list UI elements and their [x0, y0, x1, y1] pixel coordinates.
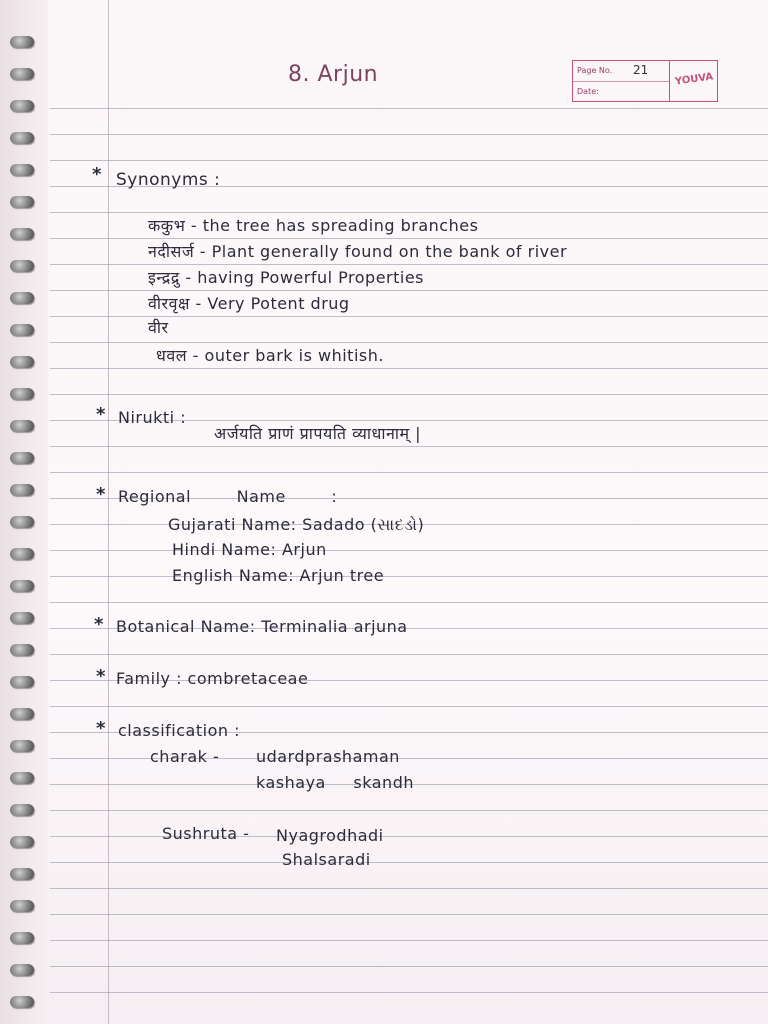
english-name: English Name: Arjun tree	[172, 566, 385, 585]
bullet-star-icon: *	[94, 614, 104, 635]
family-name: Family : combretaceae	[116, 669, 309, 688]
ruled-line	[50, 108, 768, 109]
spiral-ring-icon	[10, 452, 34, 464]
spiral-ring-icon	[10, 772, 34, 784]
spiral-ring-icon	[10, 964, 34, 976]
spiral-ring-icon	[10, 836, 34, 848]
botanical-name: Botanical Name: Terminalia arjuna	[116, 617, 408, 636]
bullet-star-icon: *	[96, 404, 106, 425]
synonym-item: वीर	[148, 318, 169, 337]
spiral-ring-icon	[10, 356, 34, 368]
spiral-ring-icon	[10, 292, 34, 304]
spiral-ring-icon	[10, 868, 34, 880]
sushruta-gana-2: Shalsaradi	[282, 850, 371, 869]
synonym-item: ककुभ - the tree has spreading branches	[148, 216, 479, 235]
hindi-name: Hindi Name: Arjun	[172, 540, 327, 559]
ruled-line	[50, 134, 768, 135]
nirukti-heading: Nirukti :	[118, 408, 187, 427]
ruled-line	[50, 836, 768, 837]
page-number: 21	[633, 63, 649, 77]
ruled-line	[50, 706, 768, 707]
ruled-line	[50, 368, 768, 369]
ruled-line	[50, 966, 768, 967]
ruled-line	[50, 654, 768, 655]
spiral-ring-icon	[10, 484, 34, 496]
bullet-star-icon: *	[96, 718, 106, 739]
ruled-line	[50, 212, 768, 213]
spiral-ring-icon	[10, 708, 34, 720]
spiral-ring-icon	[10, 164, 34, 176]
page-title: 8. Arjun	[288, 62, 379, 87]
spiral-ring-icon	[10, 612, 34, 624]
spiral-ring-icon	[10, 932, 34, 944]
spiral-ring-icon	[10, 516, 34, 528]
ruled-line	[50, 160, 768, 161]
synonyms-heading: Synonyms :	[116, 170, 221, 190]
sushruta-gana-1: Nyagrodhadi	[276, 826, 384, 845]
page-number-box	[572, 60, 718, 102]
ruled-line	[50, 290, 768, 291]
sushruta-label: Sushruta -	[162, 824, 250, 843]
spiral-ring-icon	[10, 804, 34, 816]
ruled-line	[50, 862, 768, 863]
nirukti-text: अर्जयति प्राणं प्रापयति व्याधानाम् |	[214, 424, 422, 443]
ruled-line	[50, 446, 768, 447]
ruled-line	[50, 238, 768, 239]
ruled-line	[50, 472, 768, 473]
ruled-line	[50, 576, 768, 577]
spiral-ring-icon	[10, 388, 34, 400]
spiral-ring-icon	[10, 196, 34, 208]
ruled-line	[50, 940, 768, 941]
regional-heading: Regional Name :	[118, 487, 338, 506]
spiral-ring-icon	[10, 324, 34, 336]
bullet-star-icon: *	[96, 666, 106, 687]
spiral-ring-icon	[10, 68, 34, 80]
gujarati-name: Gujarati Name: Sadado (સાદડો)	[168, 515, 425, 534]
spiral-ring-icon	[10, 900, 34, 912]
charak-gana-2: kashaya skandh	[256, 773, 414, 792]
charak-label: charak -	[150, 747, 220, 766]
synonym-item: वीरवृक्ष - Very Potent drug	[148, 294, 350, 313]
spiral-ring-icon	[10, 676, 34, 688]
date-label: Date:	[577, 87, 599, 96]
bullet-star-icon: *	[92, 164, 102, 185]
ruled-line	[50, 992, 768, 993]
margin-line	[108, 0, 109, 1024]
ruled-line	[50, 810, 768, 811]
spiral-ring-icon	[10, 36, 34, 48]
spiral-ring-icon	[10, 548, 34, 560]
spiral-ring-icon	[10, 644, 34, 656]
brand-logo: YOUVA	[674, 71, 714, 88]
spiral-ring-icon	[10, 260, 34, 272]
spiral-ring-icon	[10, 132, 34, 144]
ruled-line	[50, 914, 768, 915]
synonym-item: नदीसर्ज - Plant generally found on the bank of river	[148, 242, 568, 261]
synonym-item: धवल - outer bark is whitish.	[156, 346, 384, 365]
classification-heading: classification :	[118, 721, 240, 740]
ruled-line	[50, 550, 768, 551]
synonym-item: इन्द्रद्रु - having Powerful Properties	[148, 268, 425, 287]
ruled-line	[50, 888, 768, 889]
spiral-ring-icon	[10, 580, 34, 592]
page-label: Page No.	[577, 66, 613, 75]
ruled-line	[50, 602, 768, 603]
ruled-line	[50, 342, 768, 343]
charak-gana-1: udardprashaman	[256, 747, 400, 766]
spiral-ring-icon	[10, 740, 34, 752]
spiral-ring-icon	[10, 100, 34, 112]
ruled-line	[50, 394, 768, 395]
spiral-ring-icon	[10, 996, 34, 1008]
spiral-ring-icon	[10, 420, 34, 432]
bullet-star-icon: *	[96, 484, 106, 505]
spiral-ring-icon	[10, 228, 34, 240]
ruled-line	[50, 264, 768, 265]
